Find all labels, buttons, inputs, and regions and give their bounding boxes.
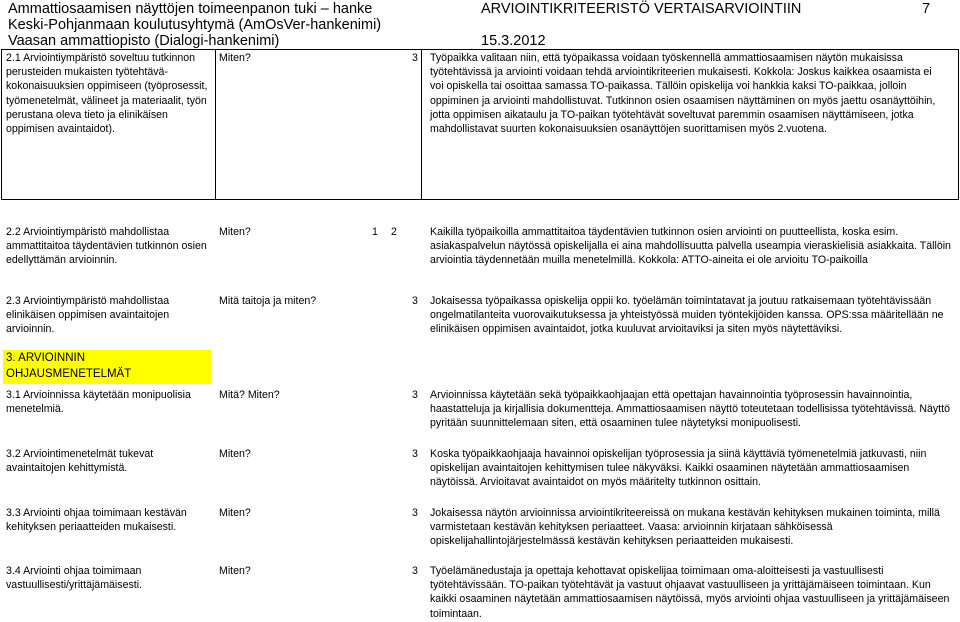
score-2-3: 3 xyxy=(412,295,418,307)
question-2-1: Miten? xyxy=(219,52,251,64)
question-3-1: Mitä? Miten? xyxy=(219,389,280,401)
score-3-2: 3 xyxy=(412,448,418,460)
criterion-2-3: 2.3 Arviointiympäristö mahdollistaa elinikäisen oppimisen avaintaitojen arvioinnin. xyxy=(6,295,170,336)
score-3-1: 3 xyxy=(412,389,418,401)
score-2-1: 3 xyxy=(412,52,418,64)
description-2-2: Kaikilla työpaikoilla ammattitaitoa täydentävien tutkinnon osien arviointi on puutteellista, koska esim. asiakaspalvelun näytössä opiskelijalla ei aina mahdollisuutta palvella useampia vieraskielisiä asiakkaita. Tällöin arviointia täydennetään muilla menetelmillä. Kokkola: ATTO-aineita ei ole arvioitu TO-paikoilla xyxy=(430,226,951,267)
criterion-3-3: 3.3 Arviointi ohjaa toimimaan kestävän kehityksen periaatteiden mukaisesti. xyxy=(6,507,187,534)
page-number: 7 xyxy=(922,1,931,17)
score-2-2-a: 1 xyxy=(372,226,378,238)
document-date: 15.3.2012 xyxy=(481,33,546,49)
criteria-table xyxy=(0,49,960,622)
description-3-4: Työelämänedustaja ja opettaja kehottavat opiskelijaa toimimaan oma-aloitteisesti ja vastuullisesti työtehtävissään. TO-paikan työtehtävät ja vastuut ohjaavat vastuulliseen ja yrittäjämäiseen toimintaan. Kun kaikki osaaminen näytetään ammattiosaamisen näytöissä, myös arviointi ohjaa vastuulliseen ja yrittäjämäiseen toimintaan. xyxy=(430,565,950,620)
document-title: ARVIOINTIKRITEERISTÖ VERTAISARVIOINTIIN xyxy=(481,1,802,17)
border-col1-top xyxy=(215,49,216,200)
criterion-3-4: 3.4 Arviointi ohjaa toimimaan vastuullisesti/yrittäjämäisesti. xyxy=(6,565,142,592)
border-row1-bottom xyxy=(1,199,959,200)
description-3-3: Jokaisessa näytön arvioinnissa arviointikriteereissä on mukana kestävän kehityksen mukainen toiminta, millä varmistetaan kestävän kehityksen periaatteet. Vaasa: arvioinnin kirjataan sähköisessä opiskelijahallintojärjestelmässä kestävän kehityksen periaatteiden mukaisesti. xyxy=(430,507,940,548)
border-right-top xyxy=(958,49,959,200)
border-top xyxy=(1,49,959,50)
description-2-3: Jokaisessa työpaikassa opiskelija oppii ko. työelämän toimintatavat ja joutuu ratkaisemaan työtehtävissään ongelmatilanteita vuorovaikutuksessa ja yhteistyössä muiden työntekijöiden kanssa. OPS:ssa määritellään ne elinikäisen oppimisen avaintaidot, jotka kuuluvat arvioitaviksi ja siten myös näytettäviksi. xyxy=(430,295,944,336)
criterion-2-2: 2.2 Arviointiympäristö mahdollistaa ammattitaitoa täydentävien tutkinnon osien edellyttämän arvioinnin. xyxy=(6,226,207,267)
question-3-2: Miten? xyxy=(219,448,251,460)
criterion-3-2: 3.2 Arviointimenetelmät tukevat avaintaitojen kehittymistä. xyxy=(6,448,154,475)
score-2-2-b: 2 xyxy=(391,226,397,238)
description-2-1: Työpaikka valitaan niin, että työpaikassa voidaan työskennellä ammattiosaamisen näytön mukaisissa työtehtävissä ja arviointi voidaan tehdä arviointikriteerien mukaisesti. Kokkola: Joskus kaikkea osaamista ei voi opiskella tai osoittaa samassa TO-paikassa. Tällöin opiskelija voi hankkia kaksi TO-paikkaa, jolloin oppiminen ja arviointi mahdollistuvat. Tutkinnon osien osaamisen näyttäminen on myös jaettu osanäyttöihin, jotta oppimisen aikataulu ja TO-paikan työtehtävät soveltuvat paremmin osaamisen näyttämiseen, jotka mahdollistavat suurten kokonaisuuksien osanäyttöjen suorittamisen myös 2.vuotena. xyxy=(430,52,936,136)
score-3-3: 3 xyxy=(412,507,418,519)
border-left-top xyxy=(1,49,2,200)
criterion-3-1: 3.1 Arvioinnissa käytetään monipuolisia menetelmiä. xyxy=(6,389,191,416)
question-3-4: Miten? xyxy=(219,565,251,577)
organization-1: Keski-Pohjanmaan koulutusyhtymä (AmOsVer-hankenimi) xyxy=(8,17,382,33)
description-3-1: Arvioinnissa käytetään sekä työpaikkaohjaajan että opettajan havainnointia työprosessin havainnointia, haastatteluja ja kirjallisia dokumentteja. Ammattiosaamisen näyttö toteutetaan todellisissa työtehtävissä. Näyttö pyritään suunnittelemaan siten, että osaaminen tulee näytetyksi monipuolisesti. xyxy=(430,389,950,430)
question-2-3: Mitä taitoja ja miten? xyxy=(219,295,317,307)
section-3-title-line2: OHJAUSMENETELMÄT xyxy=(6,368,132,380)
project-name: Ammattiosaamisen näyttöjen toimeenpanon tuki – hanke xyxy=(8,1,373,17)
criterion-2-1: 2.1 Arviointiympäristö soveltuu tutkinnon perusteiden mukaisten työtehtävä-kokonaisuuksien oppimiseen (työprosessit, työmenetelmät, välineet ja materiaalit, työn perustana oleva tieto ja elinikäisen oppimisen avaintaidot). xyxy=(6,52,208,136)
description-3-2: Koska työpaikkaohjaaja havainnoi opiskelijan työprosessia ja siinä käyttäviä työmenetelmiä jatkuvasti, niin opiskelijan avaintaitojen kehittymisen tulee näkyväksi. Kaikki osaaminen näytetään ammattiosaamisen näytöissä. Arvioitavat avaintaidot on myös määritelty tutkinnon osittain. xyxy=(430,448,927,489)
question-3-3: Miten? xyxy=(219,507,251,519)
organization-2: Vaasan ammattiopisto (Dialogi-hankenimi) xyxy=(8,33,280,49)
border-col2-top xyxy=(421,49,422,200)
section-3-title-line1: 3. ARVIOINNIN xyxy=(6,352,86,364)
question-2-2: Miten? xyxy=(219,226,251,238)
score-3-4: 3 xyxy=(412,565,418,577)
page-header xyxy=(0,0,960,50)
